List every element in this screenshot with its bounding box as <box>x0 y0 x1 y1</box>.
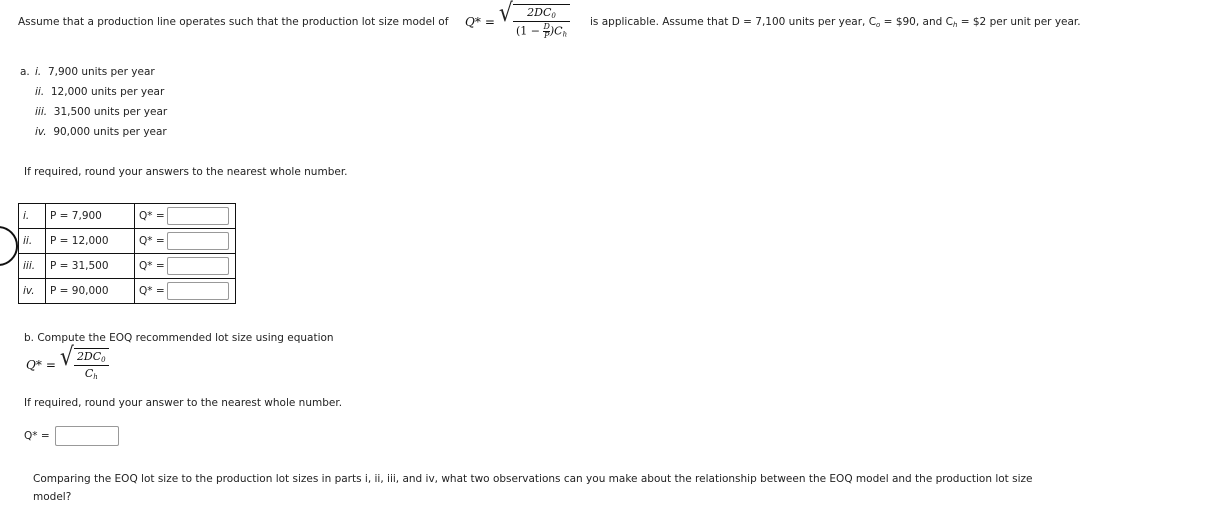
formula-den-frac-top: D <box>543 22 550 31</box>
production-lot-table <box>18 203 236 304</box>
row-q-label: Q* = <box>139 210 165 222</box>
eoq-eq: = <box>45 357 56 372</box>
formula-den-frac-bot: P <box>543 31 550 40</box>
comparison-question-cont: model? <box>33 491 72 503</box>
row-p-value: P = 31,500 <box>46 254 135 279</box>
intro-after: is applicable. Assume that D = 7,100 units per year, $C_o$ = $90, and $C_h$ = $2 per unit per year. <box>590 16 1081 29</box>
part-a-item: i. 7,900 units per year <box>35 66 155 78</box>
qstar-i-input[interactable] <box>167 207 229 225</box>
sqrt-icon: √ <box>59 343 74 372</box>
qstar-ii-input[interactable] <box>167 232 229 250</box>
part-a-item: iii. 31,500 units per year <box>35 106 168 118</box>
row-roman: ii. <box>19 229 46 254</box>
eoq-formula <box>26 343 109 381</box>
row-roman: iv. <box>19 279 46 304</box>
part-a-item: iv. 90,000 units per year <box>35 126 167 138</box>
row-q-label: Q* = <box>139 260 165 272</box>
part-a-round-note: If required, round your answers to the nearest whole number. <box>24 166 348 178</box>
formula-den-close: )C <box>549 24 563 38</box>
row-p-value: P = 7,900 <box>46 204 135 229</box>
part-a-item: ii. 12,000 units per year <box>35 86 165 98</box>
part-a-prefix: a. <box>20 66 30 78</box>
eoq-den: C <box>84 367 94 380</box>
row-q-label: Q* = <box>139 285 165 297</box>
formula-eq: = <box>484 15 495 29</box>
eoq-num-sub: 0 <box>101 356 106 364</box>
qstar-iv-input[interactable] <box>167 282 229 300</box>
row-q-label: Q* = <box>139 235 165 247</box>
part-b-answer <box>24 426 119 446</box>
comparison-question: Comparing the EOQ lot size to the production lot sizes in parts i, ii, iii, and iv, what two observations can you make about the relationship between the EOQ model and the production lot size <box>33 473 1033 485</box>
eoq-answer-input[interactable] <box>55 426 119 446</box>
formula-num: 2DC <box>527 6 552 19</box>
formula-sqrt <box>498 0 570 40</box>
formula-num-sub: 0 <box>551 12 556 20</box>
row-roman: i. <box>19 204 46 229</box>
part-b-text: b. Compute the EOQ recommended lot size using equation <box>24 332 334 344</box>
eoq-num: 2DC <box>76 350 102 363</box>
row-p-value: P = 90,000 <box>46 279 135 304</box>
table-row <box>19 254 236 279</box>
row-p-value: P = 12,000 <box>46 229 135 254</box>
sqrt-icon: √ <box>498 0 513 28</box>
eoq-qstar: Q* <box>26 357 42 372</box>
table-row <box>19 204 236 229</box>
formula-qstar: Q* <box>465 15 481 29</box>
production-lot-formula <box>465 0 570 40</box>
intro-text <box>18 16 448 28</box>
intro-before: Assume that a production line operates such that the production lot size model of <box>18 16 449 28</box>
eoq-den-sub: h <box>93 373 98 381</box>
formula-den-sub: h <box>562 30 568 39</box>
cursor-indicator <box>0 226 18 266</box>
eoq-sqrt <box>59 343 109 381</box>
row-roman: iii. <box>19 254 46 279</box>
formula-den-open: (1 − <box>515 24 540 38</box>
part-b-answer-label: Q* = <box>24 430 50 442</box>
part-b-round-note: If required, round your answer to the nearest whole number. <box>24 397 343 409</box>
qstar-iii-input[interactable] <box>167 257 229 275</box>
table-row <box>19 229 236 254</box>
table-row <box>19 279 236 304</box>
